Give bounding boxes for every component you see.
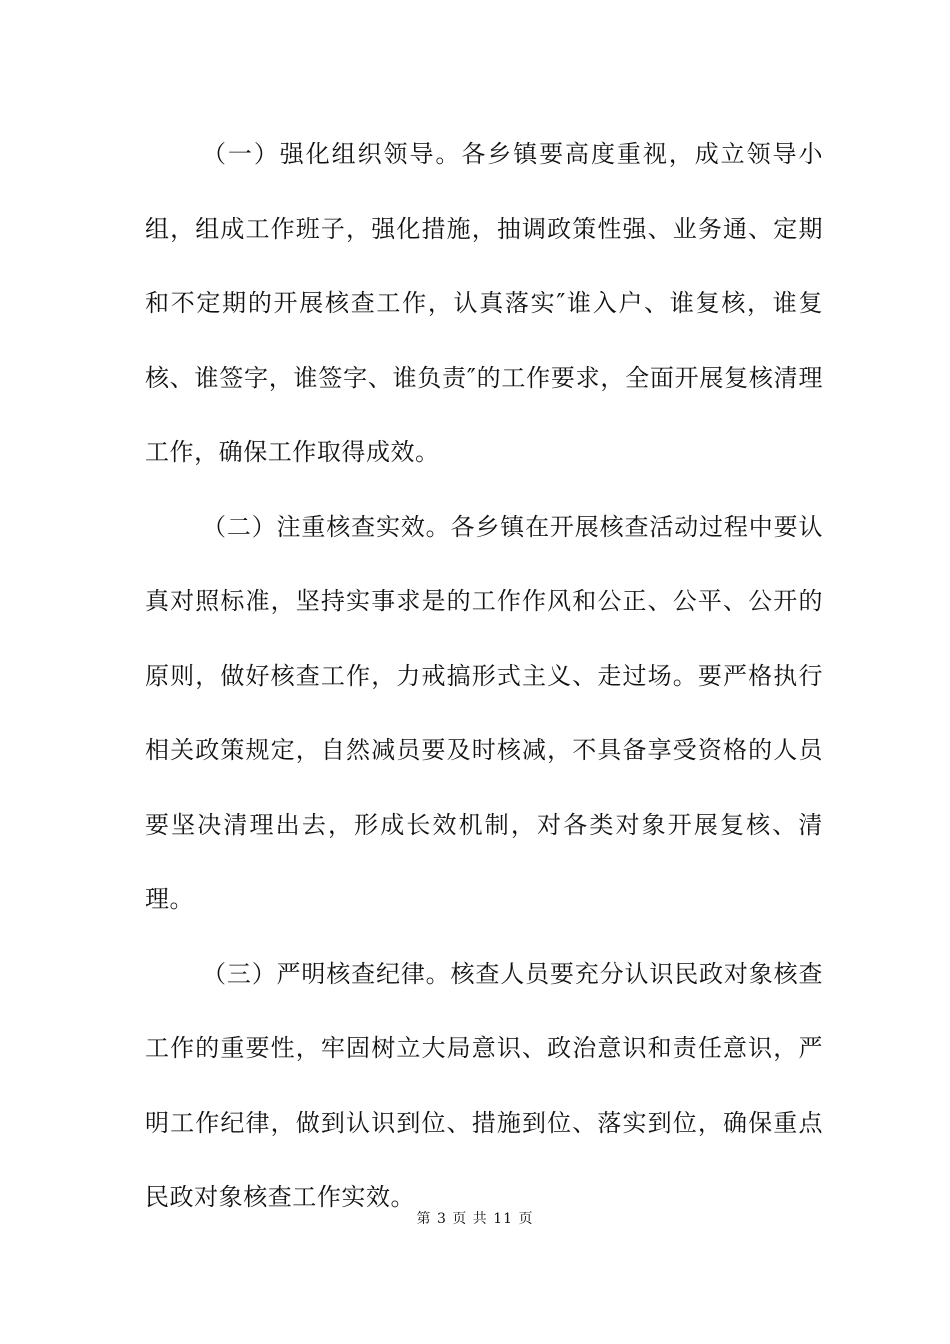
paragraph-1: （一）强化组织领导。各乡镇要高度重视，成立领导小组，组成工作班子，强化措施，抽调政策性强、业务通、定期和不定期的开展核查工作，认真落实″谁入户、谁复核，谁复核、谁签字，谁签字、谁负责″的工作要求，全面开展复核清理工作，确保工作取得成效。 (145, 140, 823, 466)
paragraph-3: （三）严明核查纪律。核查人员要充分认识民政对象核查工作的重要性，牢固树立大局意识、政治意识和责任意识，严明工作纪律，做到认识到位、措施到位、落实到位，确保重点民政对象核查工作实效。 (145, 959, 823, 1211)
paragraph-2: （二）注重核查实效。各乡镇在开展核查活动过程中要认真对照标准，坚持实事求是的工作作风和公正、公平、公开的原则，做好核查工作，力戒搞形式主义、走过场。要严格执行相关政策规定，自然减员要及时核减，不具备享受资格的人员要坚决清理出去，形成长效机制，对各类对象开展复核、清理。 (145, 512, 823, 913)
page-number-footer: 第 3 页 共 11 页 (416, 1211, 534, 1227)
document-body (145, 117, 823, 1235)
